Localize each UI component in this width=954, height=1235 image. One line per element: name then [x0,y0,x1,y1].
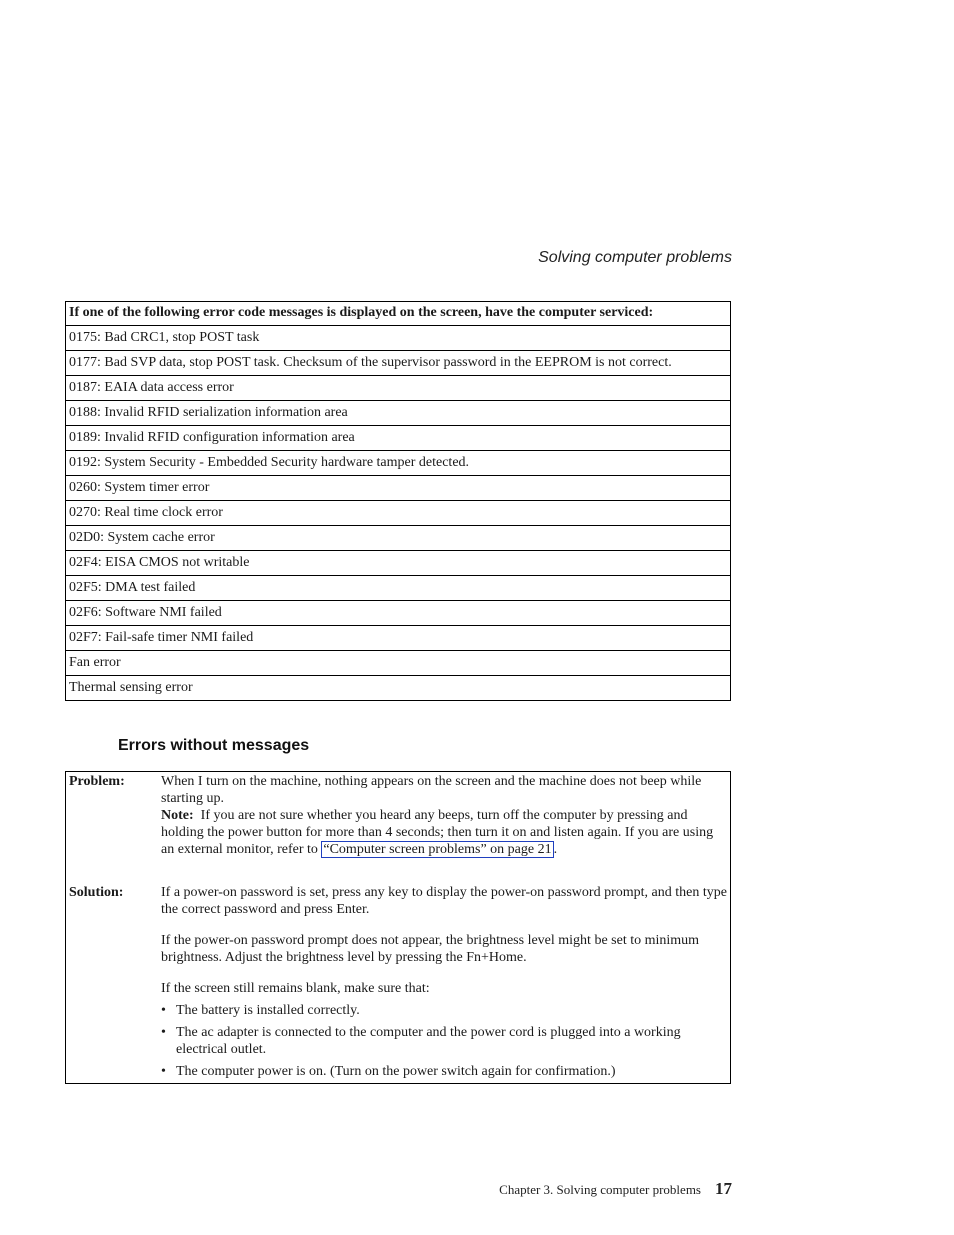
table-row [66,651,731,676]
list-item [161,1063,727,1080]
bullet-icon: • [161,1025,166,1040]
problem-text: When I turn on the machine, nothing appears on the screen and the machine does not beep while starting up. [161,774,702,806]
solution-paragraph-2: If the power-on password prompt does not appear, the brightness level might be set to minimum brightness. Adjust the brightness level by pressing the Fn+Home. [161,933,700,965]
note-end: . [553,842,558,857]
table-row [66,526,731,551]
table-row [66,476,731,501]
table-row [66,626,731,651]
error-code-cell: 02D0: System cache error [66,526,731,551]
error-code-cell: 0187: EAIA data access error [66,376,731,401]
table-header-cell: If one of the following error code messages is displayed on the screen, have the computer serviced: [66,302,731,326]
problem-solution-box [65,771,731,1084]
error-code-cell: 0189: Invalid RFID configuration information area [66,426,731,451]
error-code-cell: Thermal sensing error [66,676,731,701]
bullet-icon: • [161,1064,166,1079]
bullet-icon: • [161,1003,166,1018]
note-text: If you are not sure whether you heard any beeps, turn off the computer by pressing and holding the power button for more than 4 seconds; then turn it on and listen again. If you are using an external monitor, refer to [161,808,714,857]
computer-screen-problems-link[interactable]: “Computer screen problems” on page 21 [323,842,552,857]
table-row [66,351,731,376]
table-row [66,376,731,401]
list-item [161,1002,727,1019]
error-code-cell: 02F5: DMA test failed [66,576,731,601]
error-code-cell: 02F6: Software NMI failed [66,601,731,626]
error-code-cell: Fan error [66,651,731,676]
note-label: Note: [161,808,194,823]
error-code-cell: 02F7: Fail-safe timer NMI failed [66,626,731,651]
problem-label: Problem: [69,774,125,789]
error-code-cell: 0260: System timer error [66,476,731,501]
page-footer [499,1179,732,1199]
table-row [66,676,731,701]
table-row [66,551,731,576]
table-row [66,501,731,526]
footer-chapter: Chapter 3. Solving computer problems [499,1182,701,1197]
error-code-cell: 0270: Real time clock error [66,501,731,526]
running-head: Solving computer problems [538,249,732,266]
table-row [66,426,731,451]
error-code-table [65,301,731,701]
error-code-cell: 0188: Invalid RFID serialization information area [66,401,731,426]
checklist [161,1002,727,1080]
list-item-text: The ac adapter is connected to the computer and the power cord is plugged into a working electrical outlet. [176,1025,681,1057]
table-row [66,401,731,426]
solution-body [161,884,727,1085]
table-row [66,576,731,601]
list-item [161,1024,727,1058]
table-row [66,601,731,626]
table-row [66,326,731,351]
problem-body [161,773,727,858]
note-paragraph [161,807,727,858]
section-title: Errors without messages [118,737,310,754]
page-number: 17 [715,1179,732,1198]
error-code-cell: 02F4: EISA CMOS not writable [66,551,731,576]
table-header-row [66,302,731,326]
solution-paragraph-1: If a power-on password is set, press any key to display the power-on password prompt, and then type the correct password and press Enter. [161,885,727,917]
list-item-text: The computer power is on. (Turn on the power switch again for confirmation.) [176,1064,616,1079]
error-code-cell: 0177: Bad SVP data, stop POST task. Checksum of the supervisor password in the EEPROM is not correct. [66,351,731,376]
list-item-text: The battery is installed correctly. [176,1003,360,1018]
error-code-cell: 0192: System Security - Embedded Security hardware tamper detected. [66,451,731,476]
solution-label: Solution: [69,885,124,900]
table-row [66,451,731,476]
error-code-cell: 0175: Bad CRC1, stop POST task [66,326,731,351]
solution-paragraph-3: If the screen still remains blank, make sure that: [161,981,430,996]
